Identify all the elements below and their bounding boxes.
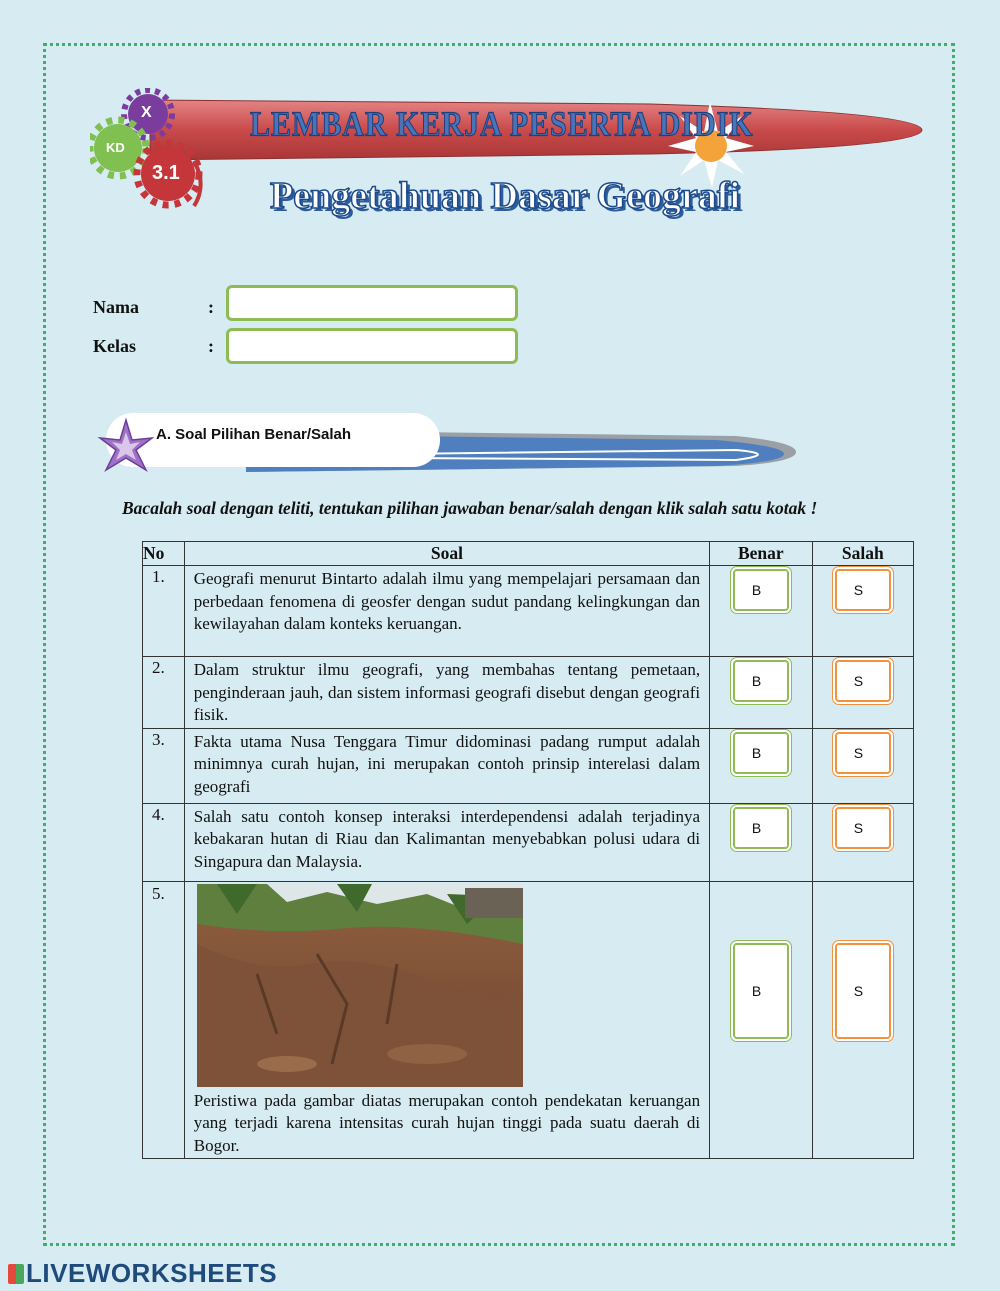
section-header — [96, 410, 796, 482]
table-row — [143, 728, 914, 803]
instruction-text: Bacalah soal dengan teliti, tentukan pilihan jawaban benar/salah dengan klik salah satu kotak ! — [122, 498, 818, 518]
salah-cell — [812, 728, 913, 803]
salah-choice-box[interactable]: S — [832, 566, 894, 614]
salah-choice-box[interactable]: S — [832, 804, 894, 852]
header-no: No — [143, 542, 185, 566]
question-text: Salah satu contoh konsep interaksi interdependensi adalah terjadinya kebakaran hutan di Riau dan Kalimantan menyebabkan polusi udara di Singapura dan Malaysia. — [193, 806, 701, 871]
question-text: Dalam struktur ilmu geografi, yang membahas tentang pemetaan, penginderaan jauh, dan sistem informasi geografi disebut dengan geografi fisik. — [193, 660, 701, 724]
gear-kd-label: KD — [106, 140, 125, 155]
header-benar: Benar — [710, 542, 812, 566]
question-cell — [184, 657, 709, 729]
table-row — [143, 566, 914, 657]
name-input[interactable] — [226, 285, 518, 321]
benar-cell — [710, 566, 812, 657]
table-row — [143, 657, 914, 729]
table-row — [143, 803, 914, 881]
name-label: Nama — [93, 297, 139, 317]
benar-choice-box[interactable]: B — [730, 940, 792, 1042]
worksheet-title: LEMBAR KERJA PESERTA DIDIK — [250, 105, 754, 144]
benar-choice-box[interactable]: B — [730, 729, 792, 777]
section-title: A. Soal Pilihan Benar/Salah — [156, 426, 352, 443]
row-number: 4. — [143, 803, 185, 881]
brand-text: LIVEWORKSHEETS — [26, 1258, 278, 1288]
header-banner — [90, 88, 930, 238]
question-text: Fakta utama Nusa Tenggara Timur didominasi padang rumput adalah minimnya curah hujan, ini merupakan contoh prinsip interelasi dalam geografi — [193, 731, 701, 796]
benar-choice-box[interactable]: B — [730, 566, 792, 614]
header-salah: Salah — [812, 542, 913, 566]
question-text: Peristiwa pada gambar diatas merupakan contoh pendekatan keruangan yang terjadi karena intensitas curah hujan tinggi pada suatu daerah di Bogor. — [193, 1090, 701, 1155]
row-number: 3. — [143, 728, 185, 803]
benar-choice-box[interactable]: B — [730, 657, 792, 705]
salah-cell — [812, 881, 913, 1159]
gear-number-label: 3.1 — [152, 162, 180, 184]
salah-cell — [812, 566, 913, 657]
section-banner-graphic — [96, 410, 796, 482]
class-label: Kelas — [93, 336, 136, 356]
table-header-row — [143, 542, 914, 566]
question-table — [142, 541, 914, 1159]
benar-cell — [710, 881, 812, 1159]
landslide-photo — [197, 884, 523, 1087]
header-soal: Soal — [184, 542, 709, 566]
name-colon: : — [208, 297, 214, 317]
row-number: 1. — [143, 566, 185, 657]
row-number: 2. — [143, 657, 185, 729]
salah-choice-box[interactable]: S — [832, 657, 894, 705]
question-cell — [184, 881, 709, 1159]
salah-choice-box[interactable]: S — [832, 940, 894, 1042]
question-cell — [184, 566, 709, 657]
benar-cell — [710, 803, 812, 881]
class-colon: : — [208, 336, 214, 356]
worksheet-subtitle: Pengetahuan Dasar Geografi — [270, 175, 741, 217]
gear-x-label: X — [141, 104, 152, 121]
question-cell — [184, 728, 709, 803]
benar-cell — [710, 728, 812, 803]
brand-icon — [8, 1264, 24, 1284]
salah-choice-box[interactable]: S — [832, 729, 894, 777]
liveworksheets-logo[interactable] — [8, 1258, 277, 1289]
class-input[interactable] — [226, 328, 518, 364]
benar-choice-box[interactable]: B — [730, 804, 792, 852]
benar-cell — [710, 657, 812, 729]
question-text: Geografi menurut Bintarto adalah ilmu yang mempelajari persamaan dan perbedaan fenomena di geosfer dengan sudut pandang kelingkungan dan kewilayahan dalam konteks keruangan. — [193, 569, 701, 633]
table-row — [143, 881, 914, 1159]
salah-cell — [812, 657, 913, 729]
salah-cell — [812, 803, 913, 881]
question-cell — [184, 803, 709, 881]
row-number: 5. — [143, 881, 185, 1159]
